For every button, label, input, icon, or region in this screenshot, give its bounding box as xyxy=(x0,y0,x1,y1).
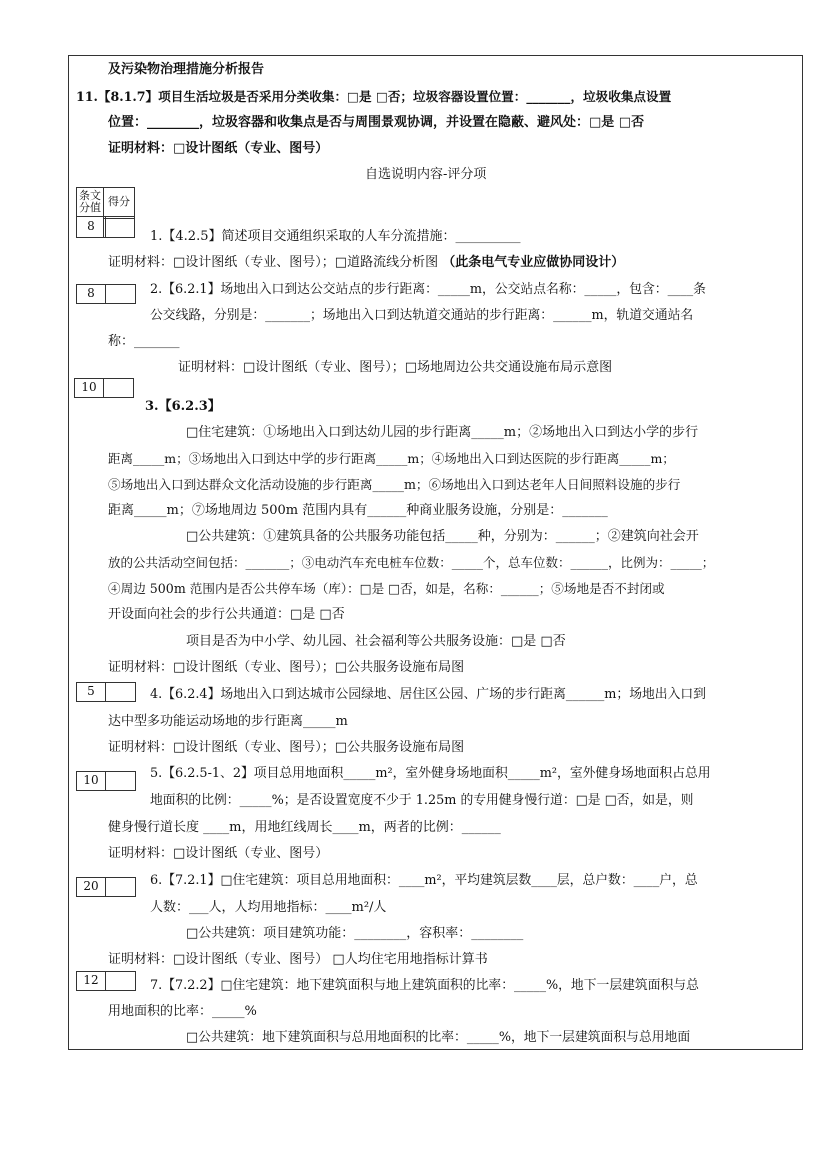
item1-line1: 1.【4.2.5】简述项目交通组织采取的人车分流措施：__________ xyxy=(150,229,521,244)
score-value: 10 xyxy=(77,772,106,790)
score-box xyxy=(76,284,136,304)
item6-line1: 6.【7.2.1】□住宅建筑：项目总用地面积：____m²，平均建筑层数____层，总户数：____户，总 xyxy=(150,873,698,888)
item3-line4: 距离_____m；⑦场地周边 500m 范围内具有______种商业服务设施，分别是：_______ xyxy=(108,503,608,518)
item2-line3: 称：_______ xyxy=(108,334,180,349)
score-input[interactable] xyxy=(103,216,135,238)
item2-evidence: 证明材料：□设计图纸（专业、图号）；□场地周边公共交通设施布局示意图 xyxy=(178,360,613,375)
item3-line8: 开设面向社会的步行公共通道：□是 □否 xyxy=(108,607,345,622)
item5-line3: 健身慢行道长度 ____m，用地红线周长____m，两者的比例：______ xyxy=(108,820,501,835)
item11-line1: 11.【8.1.7】项目生活垃圾是否采用分类收集：□是 □否；垃圾容器设置位置：_______，垃圾收集点设置 xyxy=(76,89,672,104)
continuation-title: 及污染物治理措施分析报告 xyxy=(108,62,265,77)
score-box xyxy=(74,378,134,398)
item3-line9: 项目是否为中小学、幼儿园、社会福利等公共服务设施：□是 □否 xyxy=(186,634,566,649)
score-header-value: 条文分值 xyxy=(76,187,104,217)
score-value: 5 xyxy=(77,683,106,701)
item3-line2: 距离_____m；③场地出入口到达中学的步行距离_____m；④场地出入口到达医院的步行距离_____m； xyxy=(108,451,675,466)
item6-line3: □公共建筑：项目建筑功能：________，容积率：________ xyxy=(186,926,524,941)
score-header-got: 得分 xyxy=(103,187,135,219)
score-value: 10 xyxy=(75,379,104,397)
item4-line1: 4.【6.2.4】场地出入口到达城市公园绿地、居住区公园、广场的步行距离______m；场地出入口到 xyxy=(150,687,706,702)
item7-line3: □公共建筑：地下建筑面积与总用地面积的比率：_____%，地下一层建筑面积与总用地面 xyxy=(186,1030,691,1045)
item7-line2: 用地面积的比率：_____% xyxy=(108,1004,257,1019)
item1-evidence: 证明材料：□设计图纸（专业、图号）；□道路流线分析图 （此条电气专业应做协同设计） xyxy=(108,255,625,270)
item3-line3: ⑤场地出入口到达群众文化活动设施的步行距离_____m；⑥场地出入口到达老年人日间照料设施的步行 xyxy=(108,477,681,492)
item3-line6: 放的公共活动空间包括：_______；③电动汽车充电桩车位数：_____个，总车位数：______，比例为：_____； xyxy=(108,555,715,570)
item3-line1: □住宅建筑：①场地出入口到达幼儿园的步行距离_____m；②场地出入口到达小学的步行 xyxy=(186,425,699,440)
item7-line1: 7.【7.2.2】□住宅建筑：地下建筑面积与地上建筑面积的比率：_____%，地下一层建筑面积与总 xyxy=(150,978,699,993)
item4-line2: 达中型多功能运动场地的步行距离_____m xyxy=(108,714,348,729)
score-value: 12 xyxy=(77,972,106,990)
item11-line2: 位置：________，垃圾容器和收集点是否与周围景观协调，并设置在隐蔽、避风处：□是 □否 xyxy=(108,115,645,130)
item3-line5: □公共建筑：①建筑具备的公共服务功能包括_____种，分别为：______；②建筑向社会开 xyxy=(186,529,699,544)
item2-line2: 公交线路，分别是：_______；场地出入口到达轨道交通站的步行距离：______m，轨道交通站名 xyxy=(150,308,694,323)
score-value: 8 xyxy=(77,285,106,303)
item2-line1: 2.【6.2.1】场地出入口到达公交站点的步行距离：_____m，公交站点名称：_____，包含：____条 xyxy=(150,282,706,297)
score-box xyxy=(76,771,136,791)
item4-evidence: 证明材料：□设计图纸（专业、图号）；□公共服务设施布局图 xyxy=(108,740,465,755)
score-value: 20 xyxy=(77,878,106,896)
score-box xyxy=(76,682,136,702)
score-value: 8 xyxy=(76,216,106,238)
score-box xyxy=(76,971,136,991)
item5-line2: 地面积的比例：_____%；是否设置宽度不少于 1.25m 的专用健身慢行道：□是 □否，如是，则 xyxy=(150,793,694,808)
score-box xyxy=(76,877,136,897)
item3-evidence: 证明材料：□设计图纸（专业、图号）；□公共服务设施布局图 xyxy=(108,660,465,675)
item6-line2: 人数：___人，人均用地指标：____m²/人 xyxy=(150,900,387,915)
item6-evidence: 证明材料：□设计图纸（专业、图号） □人均住宅用地指标计算书 xyxy=(108,952,488,967)
item5-evidence: 证明材料：□设计图纸（专业、图号） xyxy=(108,846,329,861)
item11-line3: 证明材料：□设计图纸（专业、图号） xyxy=(108,141,329,156)
item5-line1: 5.【6.2.5-1、2】项目总用地面积_____m²，室外健身场地面积_____m²，室外健身场地面积占总用 xyxy=(150,766,711,781)
score-header-box xyxy=(76,187,134,239)
item3-head: 3.【6.2.3】 xyxy=(145,399,221,414)
section-title: 自选说明内容-评分项 xyxy=(365,167,487,182)
item3-line7: ④周边 500m 范围内是否公共停车场（库）：□是 □否，如是，名称：______；⑤场地是否不封闭或 xyxy=(108,581,665,596)
